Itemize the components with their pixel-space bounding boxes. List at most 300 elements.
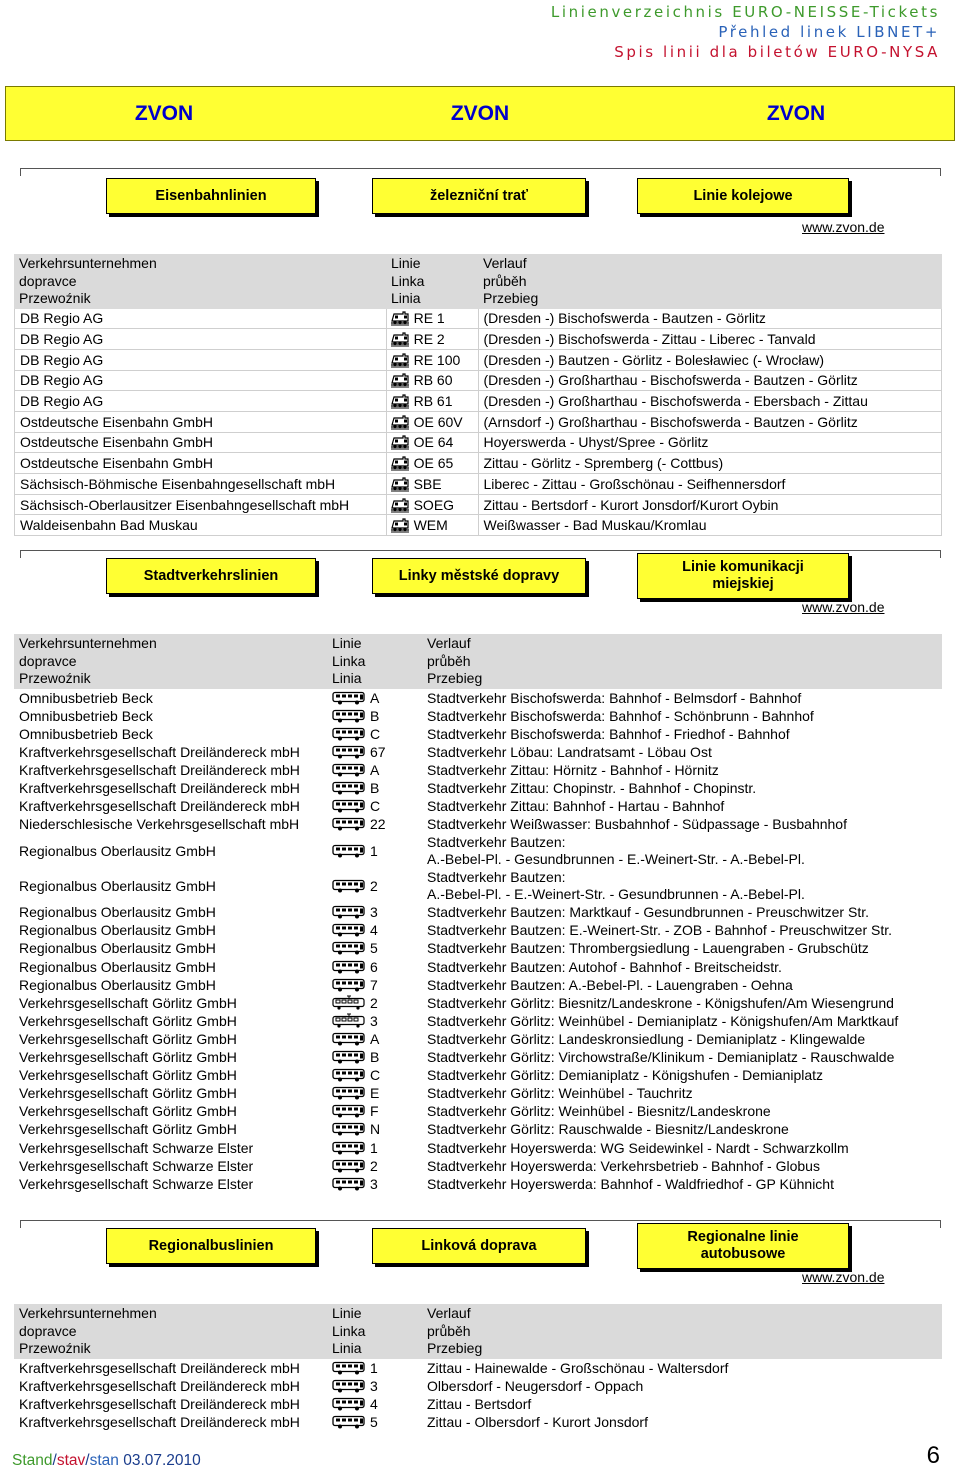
line-cell bbox=[327, 959, 422, 975]
route-text: Stadtverkehr Görlitz: Landeskronsiedlung - Demianiplatz - Klingewalde bbox=[427, 1030, 866, 1047]
line-cell bbox=[327, 798, 422, 814]
bus-icon bbox=[332, 1104, 366, 1118]
route-text: Zittau - Görlitz - Spremberg (- Cottbus) bbox=[483, 455, 724, 472]
table-row bbox=[14, 474, 942, 495]
company-cell: Sächsisch-Oberlausitzer Eisenbahngesellschaft mbH bbox=[15, 495, 387, 515]
company-cell: Verkehrsgesellschaft Görlitz GmbH bbox=[19, 1103, 237, 1120]
line-number: OE 65 bbox=[413, 455, 454, 472]
company-cell: Verkehrsgesellschaft Görlitz GmbH bbox=[19, 1067, 237, 1084]
route-cell bbox=[422, 1140, 942, 1156]
route-cell bbox=[479, 329, 943, 349]
bus-icon bbox=[332, 817, 366, 831]
table-row bbox=[14, 1066, 942, 1084]
company-cell: Kraftverkehrsgesellschaft Dreiländereck mbH bbox=[19, 1413, 300, 1430]
line-number: 3 bbox=[370, 1175, 378, 1192]
company-cell: Sächsisch-Böhmische Eisenbahngesellschaft mbH bbox=[15, 474, 387, 494]
line-cell bbox=[327, 708, 422, 724]
section-tick bbox=[940, 168, 941, 176]
route-text: Stadtverkehr Görlitz: Biesnitz/Landeskrone - Königshufen/Am Wiesengrund bbox=[427, 994, 894, 1011]
bus-icon bbox=[332, 709, 366, 723]
table-header bbox=[14, 1304, 942, 1359]
line-number: F bbox=[370, 1103, 379, 1120]
bus-icon bbox=[332, 1379, 366, 1393]
company-cell: DB Regio AG bbox=[15, 391, 387, 411]
line-cell bbox=[327, 843, 422, 859]
rail-icon bbox=[390, 434, 410, 450]
route-text: (Dresden -) Bautzen - Görlitz - Bolesławiec (- Wrocław) bbox=[483, 351, 824, 368]
route-text: Stadtverkehr Zittau: Hörnitz - Bahnhof - Hörnitz bbox=[427, 761, 719, 778]
section-header-de: Regionalbuslinien bbox=[106, 1228, 316, 1264]
section-tick bbox=[940, 1220, 941, 1228]
section-rule bbox=[20, 168, 940, 169]
route-cell bbox=[479, 515, 943, 535]
col-company: Verkehrsunternehmen dopravce Przewoźnik bbox=[19, 255, 157, 306]
route-cell bbox=[479, 453, 943, 473]
col-line: Linie Linka Linia bbox=[391, 255, 425, 306]
section-tick bbox=[20, 1220, 21, 1228]
line-cell bbox=[387, 329, 479, 349]
table-row bbox=[14, 1413, 942, 1431]
route-cell bbox=[422, 959, 942, 975]
route-text: Stadtverkehr Görlitz: Weinhübel - Biesnitz/Landeskrone bbox=[427, 1103, 771, 1120]
title-pl: Spis linii dla biletów EURO-NYSA bbox=[614, 43, 940, 61]
route-text: Stadtverkehr Bischofswerda: Bahnhof - Friedhof - Bahnhof bbox=[427, 725, 790, 742]
route-text: A.-Bebel-Pl. - E.-Weinert-Str. - Gesundbrunnen - A.-Bebel-Pl. bbox=[427, 885, 805, 902]
line-cell bbox=[387, 412, 479, 432]
line-number: SBE bbox=[413, 475, 442, 492]
route-cell bbox=[479, 309, 943, 329]
line-number: 67 bbox=[370, 743, 386, 760]
line-number: RB 61 bbox=[413, 393, 453, 410]
col-line: Linie Linka Linia bbox=[332, 635, 366, 686]
line-number: 1 bbox=[370, 1139, 378, 1156]
table-row bbox=[14, 391, 942, 412]
route-text: (Dresden -) Großharthau - Bischofswerda - Bautzen - Görlitz bbox=[483, 372, 858, 389]
route-cell bbox=[479, 474, 943, 494]
section-rule bbox=[20, 550, 940, 551]
website-link[interactable]: www.zvon.de bbox=[802, 599, 885, 615]
line-cell bbox=[327, 977, 422, 993]
route-cell bbox=[422, 1049, 942, 1065]
line-number: E bbox=[370, 1085, 380, 1102]
bus-icon bbox=[332, 763, 366, 777]
route-text: Stadtverkehr Bischofswerda: Bahnhof - Schönbrunn - Bahnhof bbox=[427, 707, 814, 724]
company-cell: Omnibusbetrieb Beck bbox=[19, 725, 153, 742]
company-cell: Kraftverkehrsgesellschaft Dreiländereck mbH bbox=[19, 743, 300, 760]
bus-icon bbox=[332, 1361, 366, 1375]
company-cell: DB Regio AG bbox=[15, 309, 387, 329]
bus-icon bbox=[332, 1415, 366, 1429]
line-cell bbox=[327, 940, 422, 956]
company-cell: Ostdeutsche Eisenbahn GmbH bbox=[15, 412, 387, 432]
route-text: Stadtverkehr Görlitz: Demianiplatz - Königshufen - Demianiplatz bbox=[427, 1067, 824, 1084]
line-number: 2 bbox=[370, 994, 378, 1011]
line-cell bbox=[327, 904, 422, 920]
company-cell: Kraftverkehrsgesellschaft Dreiländereck mbH bbox=[19, 1359, 300, 1376]
bus-icon bbox=[332, 1177, 366, 1191]
company-cell: Verkehrsgesellschaft Görlitz GmbH bbox=[19, 1085, 237, 1102]
table-row bbox=[14, 309, 942, 330]
company-cell: Verkehrsgesellschaft Görlitz GmbH bbox=[19, 1030, 237, 1047]
line-number: RE 2 bbox=[413, 331, 445, 348]
line-cell bbox=[327, 878, 422, 894]
company-cell: Kraftverkehrsgesellschaft Dreiländereck mbH bbox=[19, 1395, 300, 1412]
route-cell bbox=[422, 780, 942, 796]
route-text: Stadtverkehr Zittau: Bahnhof - Hartau - Bahnhof bbox=[427, 798, 725, 815]
route-cell bbox=[422, 1031, 942, 1047]
bus-icon bbox=[332, 941, 366, 955]
line-cell bbox=[327, 1176, 422, 1192]
company-cell: DB Regio AG bbox=[15, 371, 387, 391]
line-cell bbox=[327, 690, 422, 706]
line-cell bbox=[327, 1414, 422, 1430]
route-text: Stadtverkehr Löbau: Landratsamt - Löbau Ost bbox=[427, 743, 712, 760]
table-row bbox=[14, 939, 942, 957]
col-company: Verkehrsunternehmen dopravce Przewoźnik bbox=[19, 1305, 157, 1356]
line-number: 5 bbox=[370, 940, 378, 957]
regional-table bbox=[14, 1304, 942, 1431]
section-tick bbox=[20, 550, 21, 558]
company-cell: Kraftverkehrsgesellschaft Dreiländereck mbH bbox=[19, 798, 300, 815]
section-header-cz: Linky městské dopravy bbox=[372, 558, 586, 594]
route-cell bbox=[422, 1121, 942, 1137]
line-number: 5 bbox=[370, 1413, 378, 1430]
rail-icon bbox=[390, 310, 410, 326]
table-row bbox=[14, 412, 942, 433]
company-cell: Regionalbus Oberlausitz GmbH bbox=[19, 842, 216, 859]
company-cell: DB Regio AG bbox=[15, 350, 387, 370]
section-rule bbox=[20, 1220, 940, 1221]
table-row bbox=[14, 329, 942, 350]
line-cell bbox=[387, 515, 479, 535]
line-cell bbox=[327, 816, 422, 832]
table-row bbox=[14, 725, 942, 743]
table-row bbox=[14, 743, 942, 761]
website-link[interactable]: www.zvon.de bbox=[802, 1269, 885, 1285]
city-table bbox=[14, 634, 942, 1193]
tram-icon bbox=[332, 1013, 366, 1029]
bus-icon bbox=[332, 1397, 366, 1411]
route-cell bbox=[422, 904, 942, 920]
route-text: Stadtverkehr Görlitz: Virchowstraße/Klinikum - Demianiplatz - Rauschwalde bbox=[427, 1049, 895, 1066]
line-number: 2 bbox=[370, 1157, 378, 1174]
website-link[interactable]: www.zvon.de bbox=[802, 219, 885, 235]
company-cell: Verkehrsgesellschaft Schwarze Elster bbox=[19, 1157, 254, 1174]
route-text: (Dresden -) Großharthau - Bischofswerda - Ebersbach - Zittau bbox=[483, 393, 868, 410]
route-text: (Dresden -) Bischofswerda - Zittau - Liberec - Tanvald bbox=[483, 331, 816, 348]
zvon-label: ZVON bbox=[766, 102, 826, 125]
line-cell bbox=[327, 1360, 422, 1376]
section-header-de: Stadtverkehrslinien bbox=[106, 558, 316, 594]
line-cell bbox=[327, 1121, 422, 1137]
company-cell: Niederschlesische Verkehrsgesellschaft mbH bbox=[19, 816, 300, 833]
company-cell: Verkehrsgesellschaft Görlitz GmbH bbox=[19, 1121, 237, 1138]
bus-icon bbox=[332, 781, 366, 795]
route-text: Stadtverkehr Bautzen: E.-Weinert-Str. - ZOB - Bahnhof - Preuschwitzer Str. bbox=[427, 922, 893, 939]
table-row bbox=[14, 350, 942, 371]
table-header bbox=[14, 254, 942, 309]
title-cz: Přehled linek LIBNET+ bbox=[718, 23, 940, 41]
table-row bbox=[14, 1102, 942, 1120]
col-route: Verlauf průběh Przebieg bbox=[427, 1305, 483, 1356]
line-number: OE 64 bbox=[413, 434, 454, 451]
line-cell bbox=[327, 1067, 422, 1083]
bus-icon bbox=[332, 1122, 366, 1136]
line-number: 2 bbox=[370, 877, 378, 894]
route-cell bbox=[422, 762, 942, 778]
route-cell bbox=[422, 1414, 942, 1430]
col-route: Verlauf průběh Przebieg bbox=[427, 635, 483, 686]
document-titles bbox=[551, 2, 940, 62]
route-cell bbox=[422, 940, 942, 956]
route-text: Stadtverkehr Hoyerswerda: Verkehrsbetrieb - Bahnhof - Globus bbox=[427, 1157, 820, 1174]
line-cell bbox=[327, 1031, 422, 1047]
company-cell: DB Regio AG bbox=[15, 329, 387, 349]
tram-icon bbox=[332, 995, 366, 1011]
section-header-de: Eisenbahnlinien bbox=[106, 178, 316, 214]
line-cell bbox=[387, 495, 479, 515]
route-cell bbox=[422, 1067, 942, 1083]
bus-icon bbox=[332, 1068, 366, 1082]
line-cell bbox=[327, 1396, 422, 1412]
route-text: Stadtverkehr Görlitz: Weinhübel - Demianiplatz - Königshufen/Am Marktkauf bbox=[427, 1012, 899, 1029]
table-row bbox=[14, 921, 942, 939]
line-cell bbox=[327, 1049, 422, 1065]
line-number: 1 bbox=[370, 842, 378, 859]
table-row bbox=[14, 815, 942, 833]
table-row bbox=[14, 1084, 942, 1102]
table-row bbox=[14, 1030, 942, 1048]
company-cell: Waldeisenbahn Bad Muskau bbox=[15, 515, 387, 535]
route-cell bbox=[422, 1396, 942, 1412]
company-cell: Verkehrsgesellschaft Görlitz GmbH bbox=[19, 1012, 237, 1029]
route-cell bbox=[422, 816, 942, 832]
col-company: Verkehrsunternehmen dopravce Przewoźnik bbox=[19, 635, 157, 686]
line-number: 1 bbox=[370, 1359, 378, 1376]
route-cell bbox=[479, 433, 943, 453]
route-text: Stadtverkehr Görlitz: Rauschwalde - Biesnitz/Landeskrone bbox=[427, 1121, 789, 1138]
table-row bbox=[14, 689, 942, 707]
route-cell bbox=[422, 1378, 942, 1394]
line-number: WEM bbox=[413, 517, 448, 534]
zvon-label: ZVON bbox=[450, 102, 510, 125]
company-cell: Kraftverkehrsgesellschaft Dreiländereck mbH bbox=[19, 780, 300, 797]
line-cell bbox=[327, 922, 422, 938]
table-row bbox=[14, 453, 942, 474]
table-row bbox=[14, 515, 942, 536]
bus-icon bbox=[332, 960, 366, 974]
table-row bbox=[14, 1377, 942, 1395]
line-number: 22 bbox=[370, 816, 386, 833]
route-cell bbox=[422, 869, 942, 903]
route-text: Stadtverkehr Bautzen: Marktkauf - Gesundbrunnen - Preuschwitzer Str. bbox=[427, 904, 869, 921]
table-row bbox=[14, 1359, 942, 1377]
bus-icon bbox=[332, 1050, 366, 1064]
route-text: Zittau - Olbersdorf - Kurort Jonsdorf bbox=[427, 1413, 648, 1430]
line-number: OE 60V bbox=[413, 413, 463, 430]
line-number: 3 bbox=[370, 904, 378, 921]
table-row bbox=[14, 1120, 942, 1138]
rail-icon bbox=[390, 455, 410, 471]
line-cell bbox=[387, 309, 479, 329]
route-text: Stadtverkehr Hoyerswerda: Bahnhof - Waldfriedhof - GP Kühnicht bbox=[427, 1175, 834, 1192]
company-cell: Regionalbus Oberlausitz GmbH bbox=[19, 958, 216, 975]
line-cell bbox=[327, 762, 422, 778]
section-header-pl: Linie kolejowe bbox=[637, 178, 849, 214]
route-cell bbox=[422, 1013, 942, 1029]
bus-icon bbox=[332, 727, 366, 741]
route-cell bbox=[422, 1085, 942, 1101]
table-row bbox=[14, 976, 942, 994]
section-header-cz: Linková doprava bbox=[372, 1228, 586, 1264]
route-cell bbox=[479, 412, 943, 432]
line-number: C bbox=[370, 798, 381, 815]
route-cell bbox=[422, 708, 942, 724]
line-number: 4 bbox=[370, 1395, 378, 1412]
rail-table bbox=[14, 254, 942, 536]
route-cell bbox=[422, 995, 942, 1011]
line-number: 7 bbox=[370, 976, 378, 993]
company-cell: Regionalbus Oberlausitz GmbH bbox=[19, 976, 216, 993]
line-cell bbox=[327, 1378, 422, 1394]
table-row bbox=[14, 958, 942, 976]
line-number: 4 bbox=[370, 922, 378, 939]
route-text: Stadtverkehr Bautzen: Thrombergsiedlung - Lauengraben - Grubschütz bbox=[427, 940, 869, 957]
line-number: B bbox=[370, 780, 380, 797]
company-cell: Kraftverkehrsgesellschaft Dreiländereck mbH bbox=[19, 1377, 300, 1394]
line-number: RE 1 bbox=[413, 310, 445, 327]
table-row bbox=[14, 1138, 942, 1156]
line-cell bbox=[387, 371, 479, 391]
route-text: (Dresden -) Bischofswerda - Bautzen - Görlitz bbox=[483, 310, 766, 327]
route-text: A.-Bebel-Pl. - Gesundbrunnen - E.-Weinert-Str. - A.-Bebel-Pl. bbox=[427, 850, 805, 867]
company-cell: Regionalbus Oberlausitz GmbH bbox=[19, 904, 216, 921]
route-text: Hoyerswerda - Uhyst/Spree - Görlitz bbox=[483, 434, 709, 451]
route-text: Olbersdorf - Neugersdorf - Oppach bbox=[427, 1377, 644, 1394]
bus-icon bbox=[332, 691, 366, 705]
bus-icon bbox=[332, 844, 366, 858]
table-row bbox=[14, 797, 942, 815]
company-cell: Kraftverkehrsgesellschaft Dreiländereck mbH bbox=[19, 761, 300, 778]
line-cell bbox=[327, 1013, 422, 1029]
company-cell: Verkehrsgesellschaft Schwarze Elster bbox=[19, 1175, 254, 1192]
line-number: B bbox=[370, 1049, 380, 1066]
bus-icon bbox=[332, 923, 366, 937]
line-cell bbox=[387, 433, 479, 453]
table-row bbox=[14, 903, 942, 921]
company-cell: Regionalbus Oberlausitz GmbH bbox=[19, 922, 216, 939]
bus-icon bbox=[332, 1086, 366, 1100]
route-cell bbox=[479, 371, 943, 391]
company-cell: Verkehrsgesellschaft Schwarze Elster bbox=[19, 1139, 254, 1156]
route-text: (Arnsdorf -) Großharthau - Bischofswerda - Bautzen - Görlitz bbox=[483, 413, 858, 430]
line-number: RB 60 bbox=[413, 372, 453, 389]
route-text: Stadtverkehr Bautzen: bbox=[427, 833, 566, 850]
table-row bbox=[14, 1012, 942, 1030]
page-number: 6 bbox=[926, 1442, 940, 1469]
route-text: Stadtverkehr Weißwasser: Busbahnhof - Südpassage - Busbahnhof bbox=[427, 816, 847, 833]
route-cell bbox=[422, 690, 942, 706]
rail-icon bbox=[390, 331, 410, 347]
route-text: Stadtverkehr Bautzen: A.-Bebel-Pl. - Lauengraben - Oehna bbox=[427, 976, 793, 993]
section-header-cz: železniční trať bbox=[372, 178, 586, 214]
route-text: Zittau - Bertsdorf - Kurort Jonsdorf/Kurort Oybin bbox=[483, 496, 779, 513]
company-cell: Omnibusbetrieb Beck bbox=[19, 707, 153, 724]
route-text: Stadtverkehr Görlitz: Weinhübel - Tauchritz bbox=[427, 1085, 693, 1102]
rail-icon bbox=[390, 352, 410, 368]
line-cell bbox=[327, 726, 422, 742]
table-row bbox=[14, 1157, 942, 1175]
table-row bbox=[14, 994, 942, 1012]
bus-icon bbox=[332, 1141, 366, 1155]
table-row bbox=[14, 1175, 942, 1193]
route-cell bbox=[422, 834, 942, 868]
bus-icon bbox=[332, 978, 366, 992]
route-text: Stadtverkehr Bautzen: bbox=[427, 868, 566, 885]
col-line: Linie Linka Linia bbox=[332, 1305, 366, 1356]
rail-icon bbox=[390, 476, 410, 492]
line-number: A bbox=[370, 689, 380, 706]
section-tick bbox=[940, 550, 941, 558]
company-cell: Ostdeutsche Eisenbahn GmbH bbox=[15, 453, 387, 473]
table-row bbox=[14, 433, 942, 454]
route-cell bbox=[422, 726, 942, 742]
col-route: Verlauf průběh Przebieg bbox=[483, 255, 539, 306]
rail-icon bbox=[390, 393, 410, 409]
route-text: Zittau - Hainewalde - Großschönau - Waltersdorf bbox=[427, 1359, 729, 1376]
company-cell: Regionalbus Oberlausitz GmbH bbox=[19, 877, 216, 894]
line-number: C bbox=[370, 725, 381, 742]
route-cell bbox=[422, 798, 942, 814]
line-cell bbox=[327, 744, 422, 760]
route-cell bbox=[479, 350, 943, 370]
route-text: Stadtverkehr Bautzen: Autohof - Bahnhof - Breitscheidstr. bbox=[427, 958, 782, 975]
table-header bbox=[14, 634, 942, 689]
rail-icon bbox=[390, 497, 410, 513]
line-cell bbox=[327, 780, 422, 796]
rail-icon bbox=[390, 517, 410, 533]
route-text: Stadtverkehr Hoyerswerda: WG Seidewinkel - Nardt - Schwarzkollm bbox=[427, 1139, 849, 1156]
company-cell: Ostdeutsche Eisenbahn GmbH bbox=[15, 433, 387, 453]
line-number: 3 bbox=[370, 1012, 378, 1029]
route-cell bbox=[422, 977, 942, 993]
bus-icon bbox=[332, 879, 366, 893]
company-cell: Verkehrsgesellschaft Görlitz GmbH bbox=[19, 1049, 237, 1066]
line-cell bbox=[327, 1140, 422, 1156]
line-cell bbox=[327, 1085, 422, 1101]
line-cell bbox=[387, 350, 479, 370]
route-cell bbox=[422, 922, 942, 938]
bus-icon bbox=[332, 745, 366, 759]
stand-date: Stand/stav/stan 03.07.2010 bbox=[12, 1452, 201, 1469]
route-text: Zittau - Bertsdorf bbox=[427, 1395, 532, 1412]
bus-icon bbox=[332, 1159, 366, 1173]
line-number: A bbox=[370, 761, 380, 778]
line-number: SOEG bbox=[413, 496, 455, 513]
table-row bbox=[14, 1395, 942, 1413]
line-number: B bbox=[370, 707, 380, 724]
route-cell bbox=[422, 1103, 942, 1119]
table-row bbox=[14, 1048, 942, 1066]
zvon-band bbox=[5, 86, 955, 141]
line-cell bbox=[387, 474, 479, 494]
route-text: Stadtverkehr Bischofswerda: Bahnhof - Belmsdorf - Bahnhof bbox=[427, 689, 802, 706]
line-number: RE 100 bbox=[413, 351, 461, 368]
table-row bbox=[14, 495, 942, 516]
route-text: Stadtverkehr Zittau: Chopinstr. - Bahnhof - Chopinstr. bbox=[427, 780, 757, 797]
line-cell bbox=[327, 995, 422, 1011]
section-tick bbox=[20, 168, 21, 176]
